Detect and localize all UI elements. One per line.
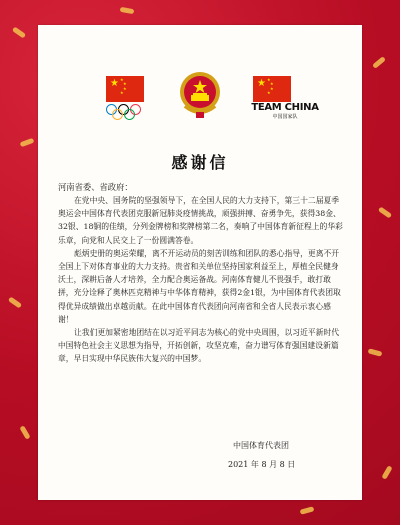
paragraph-1: 在党中央、国务院的坚强领导下，在全国人民的大力支持下，第三十二届夏季奥运会中国体育代表团克服新冠肺炎疫情挑战，顽强拼搏、奋勇争先，获得38金、32银、18铜的佳绩，分列金牌榜和奖牌榜第二名，奏响了中国体育新征程上的华彩乐章，向党和人民交上了一份圆满答卷。 xyxy=(58,196,343,245)
letter-title: 感谢信 xyxy=(171,153,229,172)
gold-confetti xyxy=(300,506,315,514)
gold-confetti xyxy=(12,26,26,38)
gold-confetti xyxy=(368,348,383,356)
header-emblems xyxy=(38,46,362,120)
salutation: 河南省委、省政府： xyxy=(58,182,133,192)
gold-confetti xyxy=(120,7,135,14)
gold-confetti xyxy=(381,465,392,480)
china-flag-icon: ★ ★ ★ ★ ★ xyxy=(106,76,144,102)
gold-confetti xyxy=(372,56,386,69)
letter-date: 2021 年 8 月 8 日 xyxy=(228,460,296,469)
gold-confetti xyxy=(20,138,35,147)
gold-confetti xyxy=(378,206,392,218)
paragraph-2: 彪炳史册的奥运荣耀，离不开运动员的刻苦训练和团队的悉心指导，更离不开全国上下对体育事业的大力支持。贵省和关单位坚持国家利益至上，厚植全民健身沃土，深耕后备人才培养，全力配合奥运备战。河南体育健儿不畏强手，敢打敢拼，充分诠释了奥林匹克精神与中华体育精神，获得2金1银，为中国体育代表团取得优异成绩做出卓越贡献。在此中国体育代表团向河南省和全省人民表示衷心感谢！ xyxy=(58,248,341,324)
team-china-subtitle: 中国国家队 xyxy=(272,114,298,120)
national-emblem-icon xyxy=(177,70,223,120)
gold-confetti xyxy=(8,296,22,308)
team-china-flag-icon: ★ ★ ★ ★ ★ xyxy=(253,76,291,102)
team-china-logo xyxy=(250,102,320,120)
letter-body xyxy=(58,194,346,366)
team-china-wordmark: TEAM CHINA xyxy=(251,102,319,113)
gold-confetti xyxy=(19,425,30,440)
olympic-rings-icon xyxy=(106,104,146,124)
paragraph-3: 让我们更加紧密地团结在以习近平同志为核心的党中央周围，以习近平新时代中国特色社会主义思想为指导，开拓创新，攻坚克难，奋力谱写体育强国建设新篇章，早日实现中华民族伟大复兴的中国梦。 xyxy=(58,328,340,364)
signature: 中国体育代表团 xyxy=(233,441,289,450)
